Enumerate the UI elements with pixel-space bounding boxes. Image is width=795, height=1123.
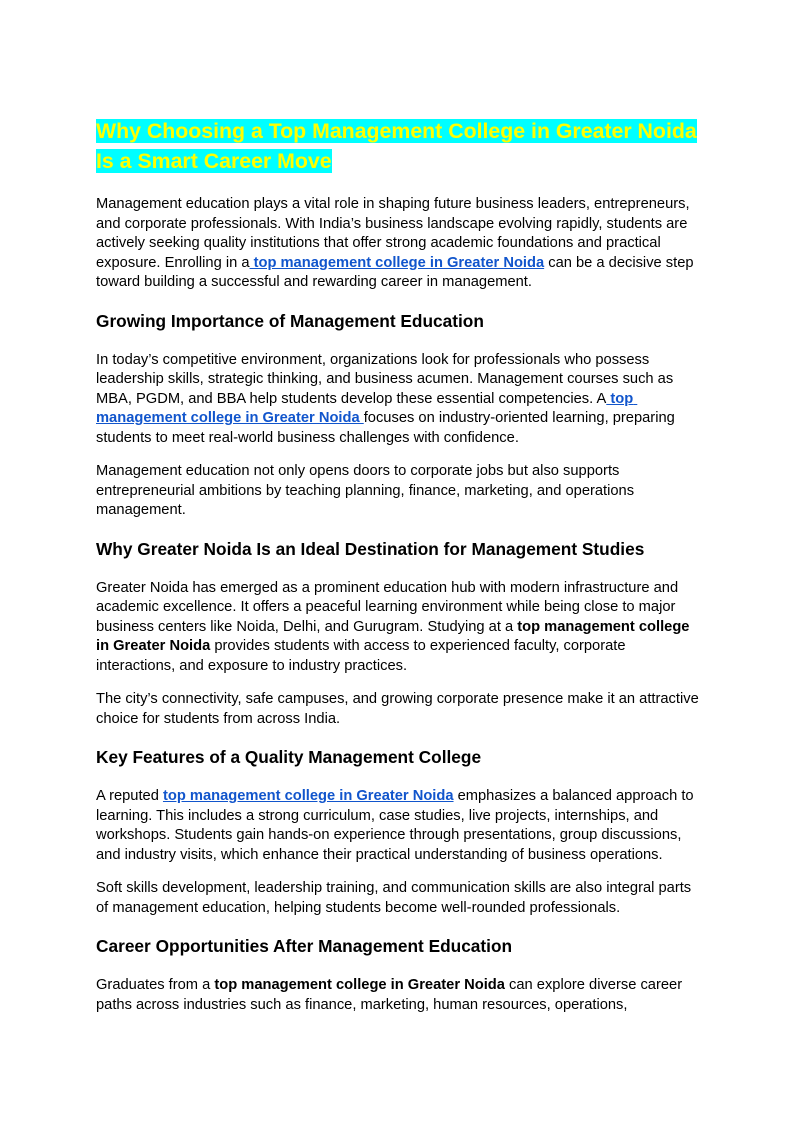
paragraph-intro bbox=[96, 195, 699, 293]
paragraph-soft-skills: Soft skills development, leadership training, and communication skills are also integral parts of management education, helping students become well-rounded professionals. bbox=[96, 880, 696, 916]
title-highlight: Why Choosing a Top Management College in Greater Noida Is a Smart Career Move bbox=[96, 119, 697, 173]
document-title bbox=[96, 116, 699, 176]
paragraph-growing-importance bbox=[96, 351, 699, 449]
paragraph-hub-text-after: provides students with access to experienced faculty, corporate interactions, and exposure to industry practices. bbox=[96, 638, 630, 674]
link-top-management-college-2[interactable]: top management college in Greater Noida bbox=[96, 390, 638, 426]
heading-growing-importance: Growing Importance of Management Education bbox=[96, 310, 484, 331]
paragraph-intro-text-after: can be a decisive step toward building a successful and rewarding career in management. bbox=[96, 254, 698, 290]
paragraph-hub-text: Greater Noida has emerged as a prominent education hub with modern infrastructure and academic excellence. It offers a peaceful learning environment while being close to major business centers like Noida, Delhi, and Gurugram. Studying at a bbox=[96, 579, 683, 635]
paragraph-features-text-after: emphasizes a balanced approach to learning. This includes a strong curriculum, case studies, live projects, internships, and workshops. Students gain hands-on experience through presentations, group discussions, and industry visits, which enhance their practical understanding of business operations. bbox=[96, 788, 698, 863]
bold-phrase-top-college-2: top management college in Greater Noida bbox=[214, 977, 505, 993]
heading-ideal-destination: Why Greater Noida Is an Ideal Destination for Management Studies bbox=[96, 538, 645, 559]
heading-key-features: Key Features of a Quality Management College bbox=[96, 747, 482, 767]
paragraph-intro-text: Management education plays a vital role in shaping future business leaders, entrepreneurs, and corporate professionals. With India’s business landscape evolving rapidly, students are actively seeking quality institutions that offer strong academic foundations and practical exposure. Enrolling in a bbox=[96, 196, 694, 271]
heading-career-opportunities: Career Opportunities After Management Education bbox=[96, 936, 513, 956]
bold-phrase-top-college-1: top management college in Greater Noida bbox=[96, 618, 694, 654]
link-top-management-college-1[interactable]: top management college in Greater Noida bbox=[249, 254, 545, 271]
paragraph-features-text: A reputed bbox=[96, 788, 163, 804]
paragraph-growing-text: In today’s competitive environment, organizations look for professionals who possess leadership skills, strategic thinking, and business acumen. Management courses such as MBA, PGDM, and BBA help students develop these essential competencies. A bbox=[96, 351, 678, 407]
paragraph-graduates-text: Graduates from a bbox=[96, 977, 215, 993]
paragraph-key-features bbox=[96, 787, 699, 865]
paragraph-city-connectivity: The city’s connectivity, safe campuses, and growing corporate presence make it an attractive choice for students from across India. bbox=[96, 691, 703, 727]
paragraph-graduates-text-after: can explore diverse career paths across industries such as finance, marketing, human resources, operations, bbox=[96, 977, 687, 1013]
paragraph-entrepreneurial: Management education not only opens doors to corporate jobs but also supports entrepreneurial ambitions by teaching planning, finance, marketing, and operations management. bbox=[96, 463, 639, 518]
paragraph-graduates bbox=[96, 976, 699, 1015]
paragraph-growing-text-after: focuses on industry-oriented learning, preparing students to meet real-world business challenges with confidence. bbox=[96, 410, 679, 446]
link-top-management-college-3[interactable]: top management college in Greater Noida bbox=[162, 788, 454, 804]
paragraph-education-hub bbox=[96, 579, 699, 677]
